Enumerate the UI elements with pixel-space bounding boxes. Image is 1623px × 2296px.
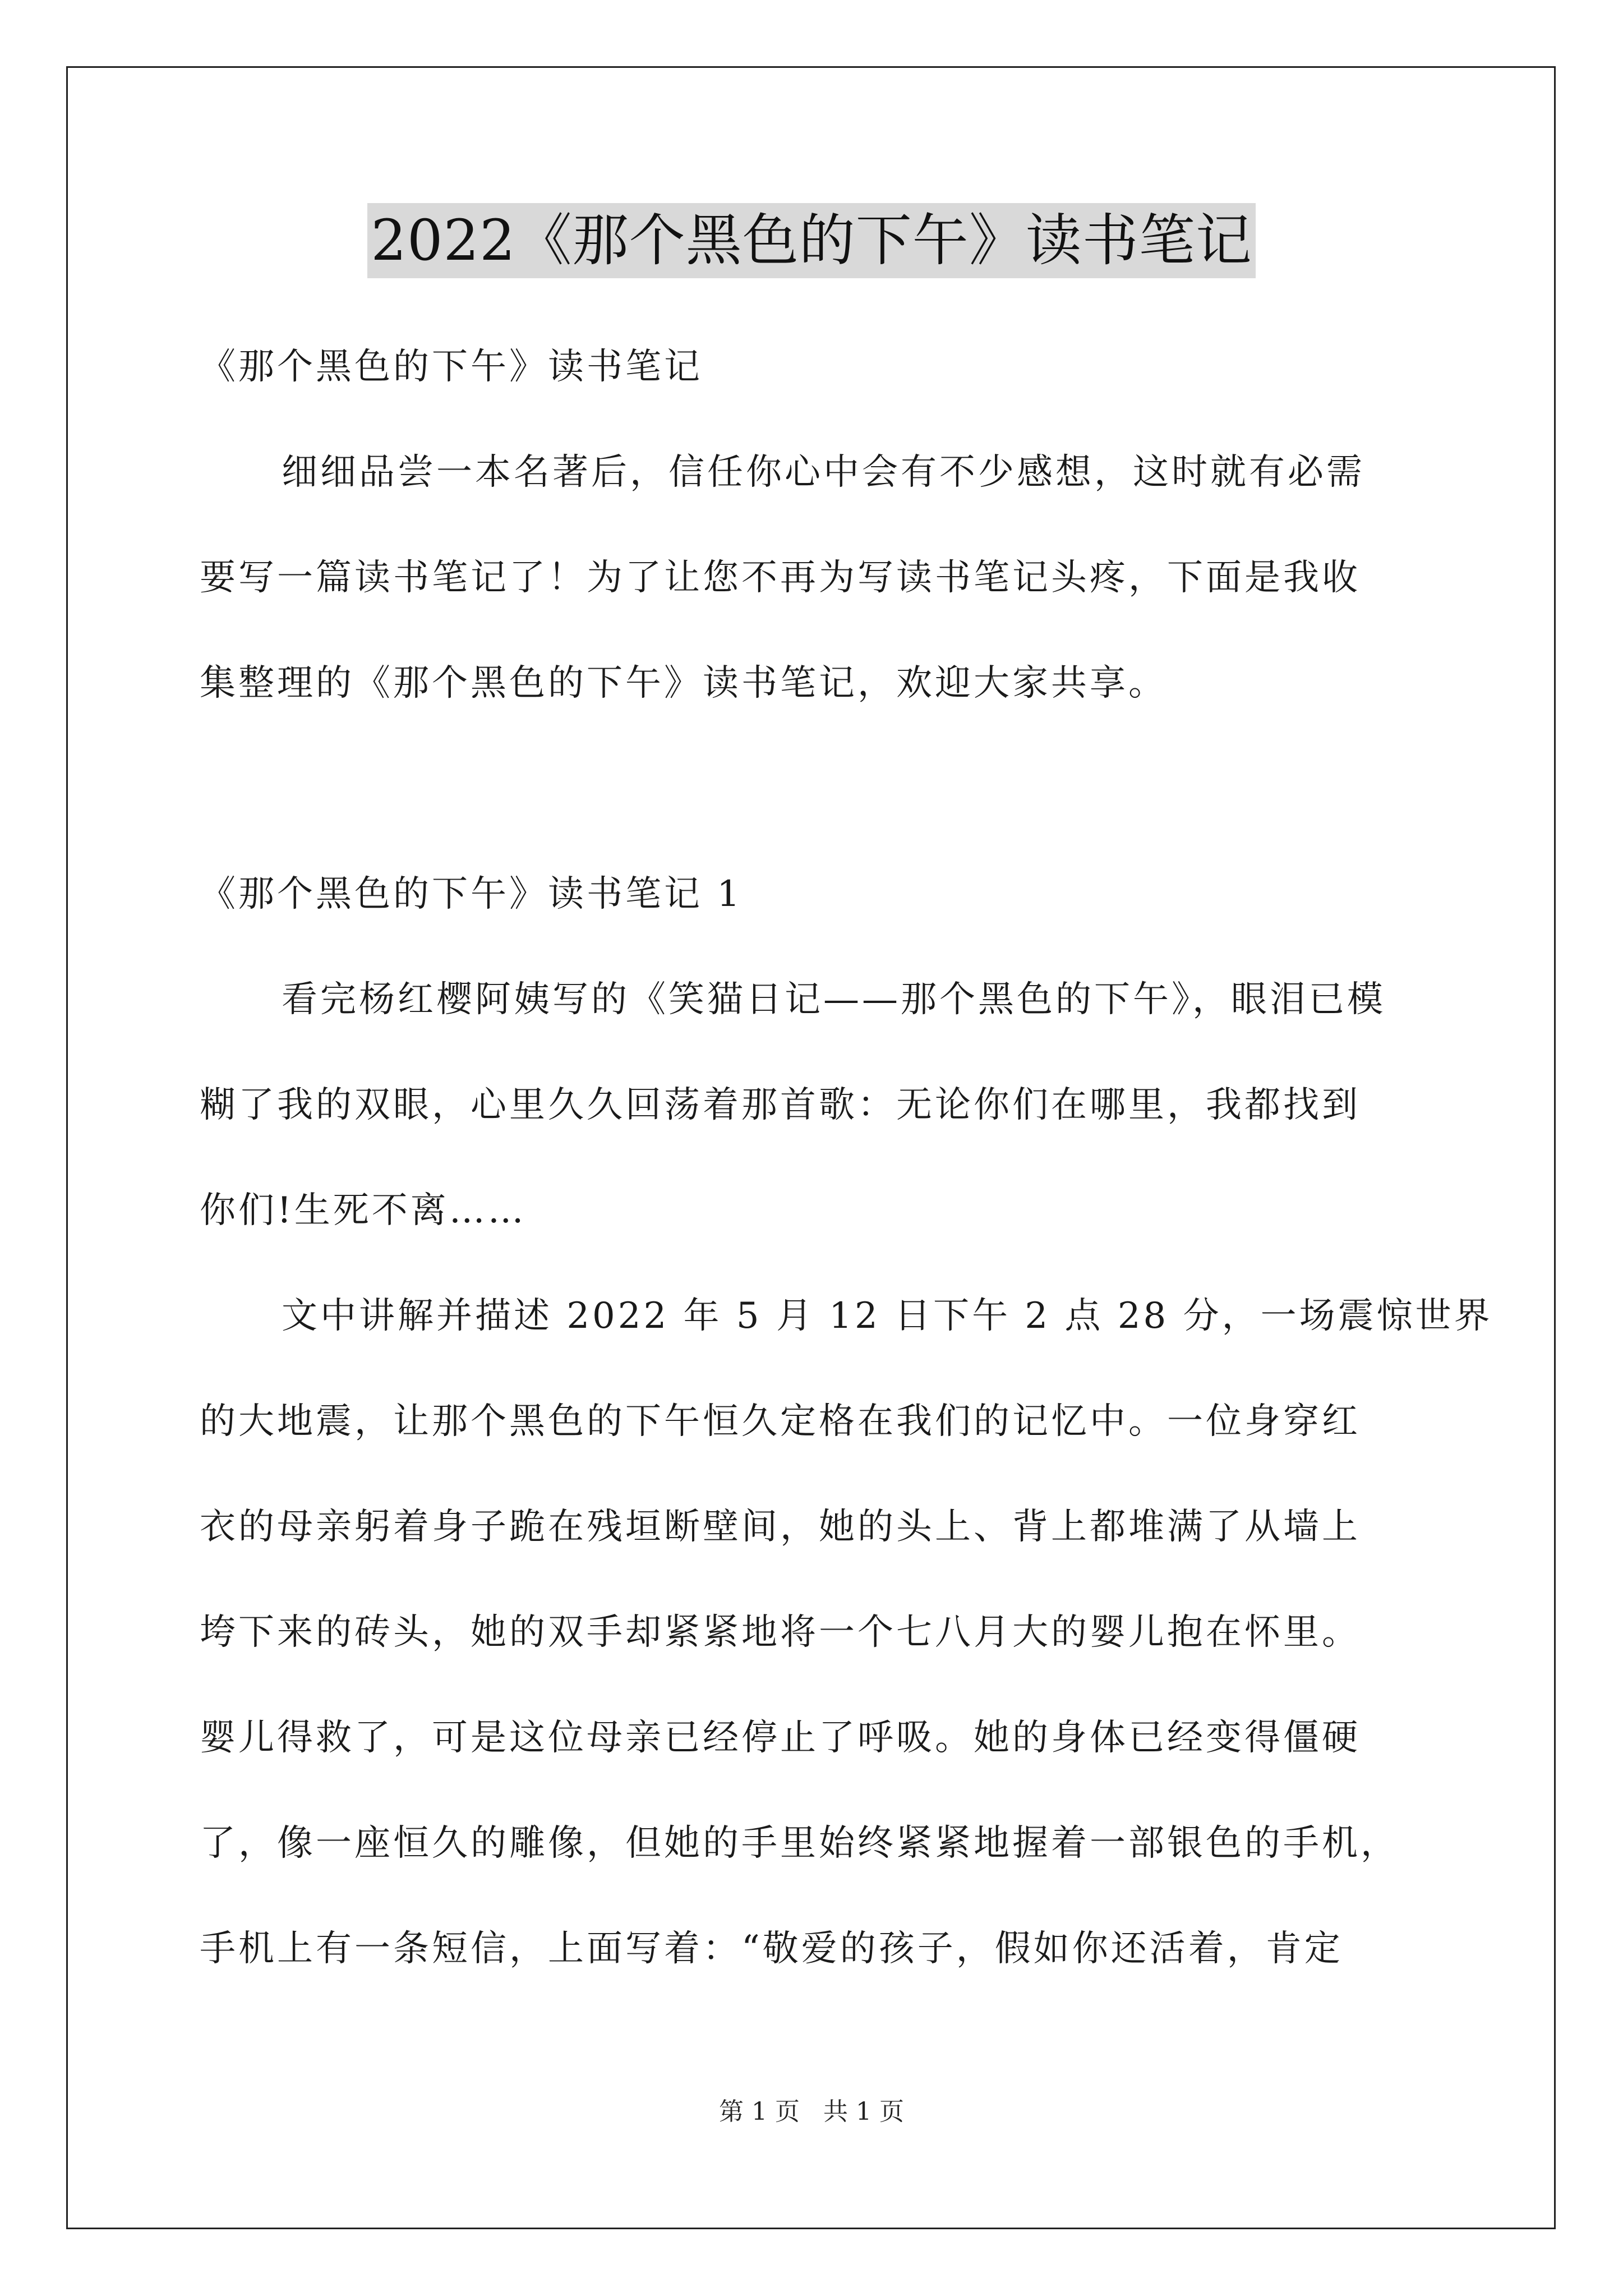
paragraph-line: 文中讲解并描述 2022 年 5 月 12 日下午 2 点 28 分，一场震惊世界: [282, 1295, 1493, 1337]
paragraph-line: 婴儿得救了，可是这位母亲已经停止了呼吸。她的身体已经变得僵硬: [200, 1717, 1361, 1759]
intro-line: 要写一篇读书笔记了！为了让您不再为写读书笔记头疼，下面是我收: [200, 557, 1361, 599]
paragraph-line: 的大地震，让那个黑色的下午恒久定格在我们的记忆中。一位身穿红: [200, 1401, 1361, 1442]
paragraph-line: 糊了我的双眼，心里久久回荡着那首歌：无论你们在哪里，我都找到: [200, 1084, 1361, 1126]
title-container: [0, 203, 1623, 278]
intro-line: 细细品尝一本名著后，信任你心中会有不少感想，这时就有必需: [282, 452, 1365, 493]
paragraph-line: 衣的母亲躬着身子跪在残垣断壁间，她的头上、背上都堆满了从墙上: [200, 1506, 1361, 1548]
blank-line: [200, 736, 1433, 841]
paragraph-1: [200, 947, 1433, 1263]
paragraph-line: 你们!生死不离……: [200, 1190, 527, 1231]
document-title: 2022《那个黑色的下午》读书笔记: [367, 203, 1256, 278]
paragraph-line: 垮下来的砖头，她的双手却紧紧地将一个七八月大的婴儿抱在怀里。: [200, 1612, 1361, 1653]
intro-paragraph: [200, 420, 1433, 736]
paragraph-2: [200, 1263, 1493, 2001]
section-heading: 《那个黑色的下午》读书笔记 1: [200, 873, 743, 915]
paragraph-line: 了，像一座恒久的雕像，但她的手里始终紧紧地握着一部银色的手机，: [200, 1823, 1399, 1864]
subtitle: 《那个黑色的下午》读书笔记: [200, 346, 703, 388]
paragraph-line: 看完杨红樱阿姨写的《笑猫日记——那个黑色的下午》，眼泪已模: [282, 979, 1386, 1020]
page-number-footer: 第 1 页 共 1 页: [719, 2097, 904, 2126]
paragraph-line: 手机上有一条短信，上面写着：“敬爱的孩子，假如你还活着，肯定: [200, 1928, 1343, 1970]
document-body: [200, 314, 1493, 2001]
intro-line: 集整理的《那个黑色的下午》读书笔记，欢迎大家共享。: [200, 662, 1167, 704]
